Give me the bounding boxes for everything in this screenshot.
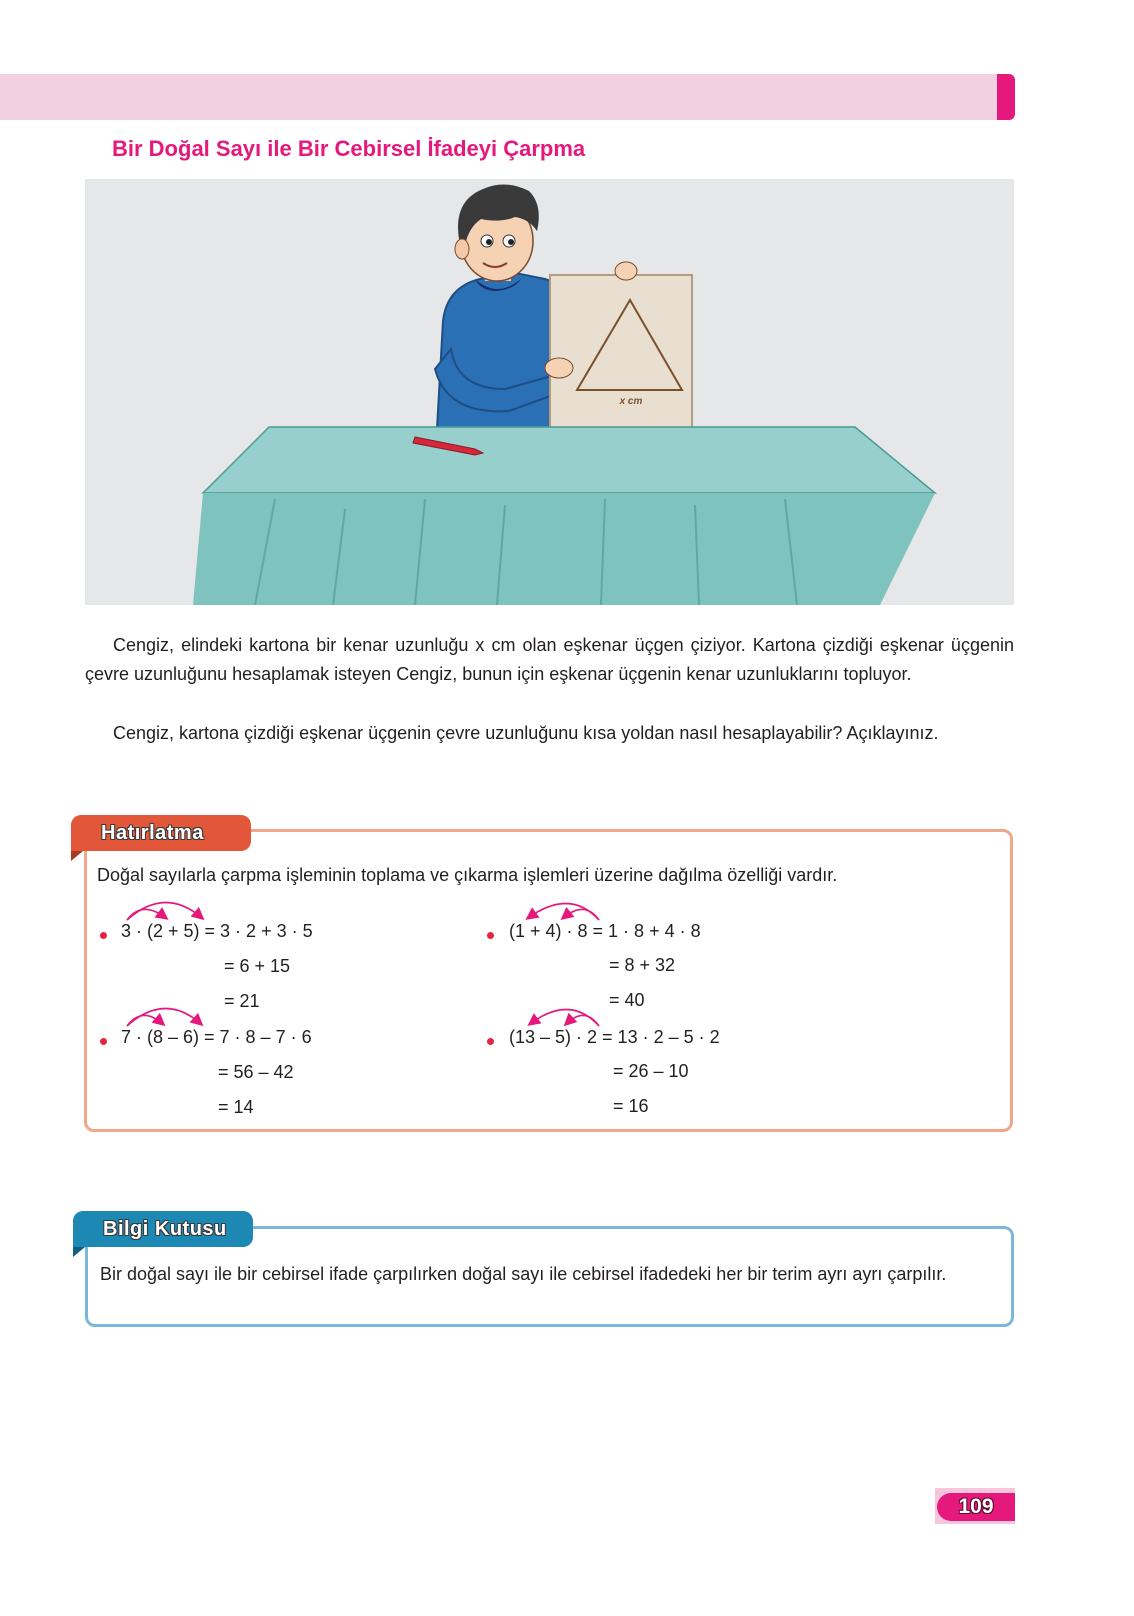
example-1-line-3: = 21 bbox=[224, 991, 260, 1011]
top-band-tab bbox=[997, 74, 1015, 120]
boy-hand-left bbox=[545, 358, 573, 378]
reminder-text: Doğal sayılarla çarpma işleminin toplama ve çıkarma işlemleri üzerine dağılma özelliği vardır. bbox=[97, 865, 838, 885]
example-3-line-2: = 56 – 42 bbox=[218, 1062, 294, 1082]
page-number: 109 bbox=[958, 1495, 994, 1518]
reminder-title: Hatırlatma bbox=[71, 815, 251, 851]
example-1-line-2: = 6 + 15 bbox=[224, 956, 291, 976]
paper-label: x cm bbox=[619, 396, 643, 407]
example-4-line-1: (13 – 5) · 2 = 13 · 2 – 5 · 2 bbox=[509, 1027, 720, 1047]
boy-pupil-right bbox=[508, 239, 514, 245]
bullet bbox=[100, 932, 107, 939]
table-top bbox=[203, 427, 935, 493]
paragraph-question: Cengiz, kartona çizdiği eşkenar üçgenin çevre uzunluğunu kısa yoldan nasıl hesaplayabilir? Açıklayınız. bbox=[113, 723, 939, 743]
top-band bbox=[0, 74, 1008, 120]
cardboard-paper bbox=[550, 275, 692, 447]
example-1-line-1: 3 · (2 + 5) = 3 · 2 + 3 · 5 bbox=[121, 921, 313, 941]
boy-ear bbox=[455, 239, 469, 259]
example-4-line-3: = 16 bbox=[613, 1096, 649, 1116]
boy-pupil-left bbox=[486, 239, 492, 245]
example-2-line-3: = 40 bbox=[609, 990, 645, 1010]
boy-hand-right bbox=[615, 262, 637, 280]
bullet bbox=[487, 1038, 494, 1045]
section-title: Bir Doğal Sayı ile Bir Cebirsel İfadeyi Çarpma bbox=[112, 136, 586, 161]
info-box-text: Bir doğal sayı ile bir cebirsel ifade çarpılırken doğal sayı ile cebirsel ifadedeki her bir terim ayrı ayrı çarpılır. bbox=[100, 1264, 947, 1284]
bullet bbox=[487, 932, 494, 939]
example-2-line-2: = 8 + 32 bbox=[609, 955, 676, 975]
paragraph-intro: Cengiz, elindeki kartona bir kenar uzunluğu x cm olan eşkenar üçgen çiziyor. Kartona çizdiği eşkenar üçgenin çevre uzunluğunu hesaplamak isteyen Cengiz, bunun için eşkenar üçgenin kenar uzunluklarını topluyor. bbox=[85, 635, 1014, 684]
example-3-line-1: 7 · (8 – 6) = 7 · 8 – 7 · 6 bbox=[121, 1027, 312, 1047]
example-3-line-3: = 14 bbox=[218, 1097, 254, 1117]
example-4-line-2: = 26 – 10 bbox=[613, 1061, 689, 1081]
example-2-line-1: (1 + 4) · 8 = 1 · 8 + 4 · 8 bbox=[509, 921, 701, 941]
bullet bbox=[100, 1038, 107, 1045]
reminder-tab-fold bbox=[71, 851, 83, 861]
illustration-boy-with-triangle bbox=[85, 179, 1014, 605]
info-tab-fold bbox=[73, 1247, 85, 1257]
table-cloth bbox=[193, 493, 935, 605]
info-box-title: Bilgi Kutusu bbox=[73, 1211, 253, 1247]
illustration-svg bbox=[85, 179, 1014, 605]
